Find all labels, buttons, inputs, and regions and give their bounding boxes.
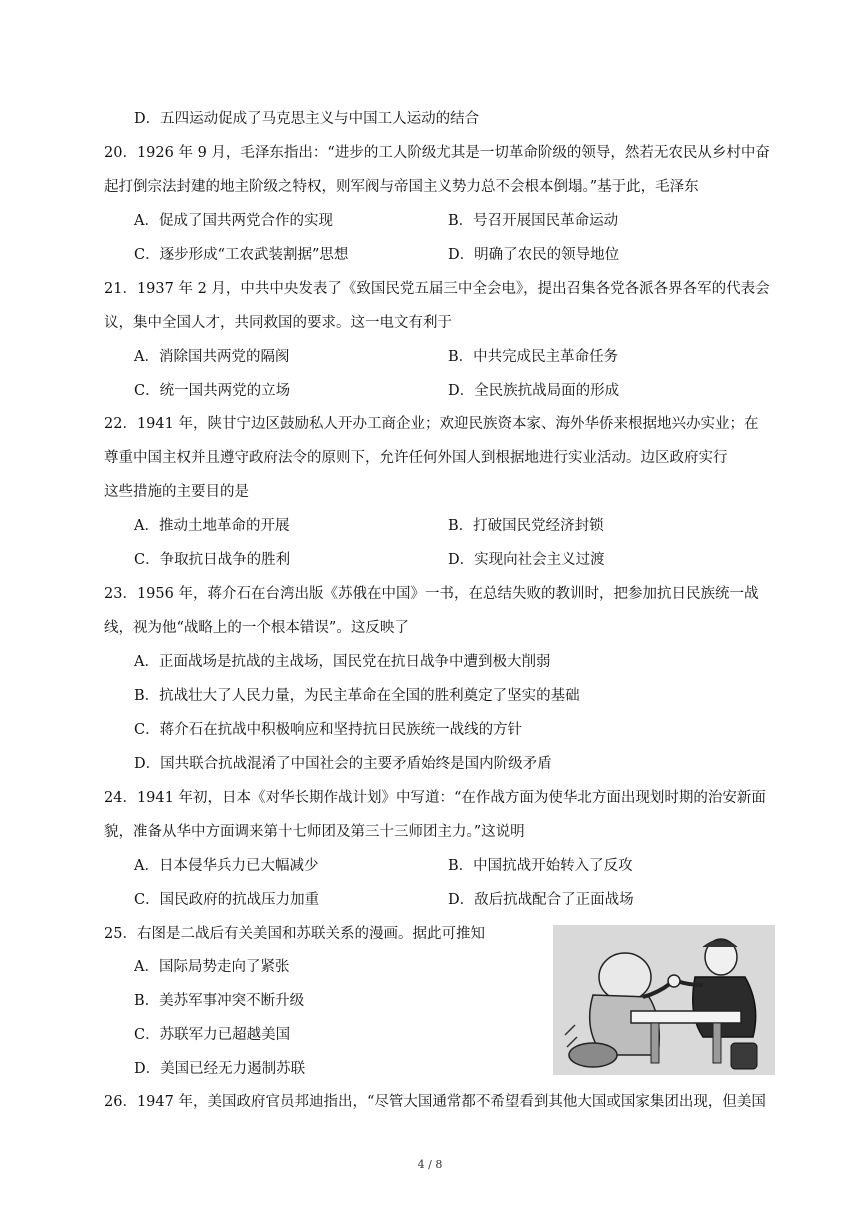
q24-option-d: D．敌后抗战配合了正面战场 [448,892,634,908]
q22-stem-line2: 尊重中国主权并且遵守政府法令的原则下，允许任何外国人到根据地进行实业活动。边区政府实行 [104,450,728,466]
q23-option-d: D．国共联合抗战混淆了中国社会的主要矛盾始终是国内阶级矛盾 [134,756,552,772]
q25-option-d: D．美国已经无力遏制苏联 [134,1061,306,1077]
q19-option-d: D．五四运动促成了马克思主义与中国工人运动的结合 [134,111,480,127]
q23-option-b: B．抗战壮大了人民力量，为民主革命在全国的胜利奠定了坚实的基础 [134,688,580,704]
q22-option-b: B．打破国民党经济封锁 [448,518,604,534]
q24-stem-line1: 24．1941 年初，日本《对华长期作战计划》中写道：“在作战方面为使华北方面出现划时期的治安新面 [104,790,766,806]
q25-stem-line1: 25．右图是二战后有关美国和苏联关系的漫画。据此可推知 [104,926,485,942]
q20-option-c: C．逐步形成“工农武装割据”思想 [134,247,349,263]
q21-option-b: B．中共完成民主革命任务 [448,349,619,365]
q24-option-c: C．国民政府的抗战压力加重 [134,892,320,908]
q22-option-d: D．实现向社会主义过渡 [448,552,605,568]
q20-option-b: B．号召开展国民革命运动 [448,213,619,229]
q22-option-c: C．争取抗日战争的胜利 [134,552,291,568]
q23-stem-line2: 线，视为他“战略上的一个根本错误”。这反映了 [104,620,409,636]
q25-option-c: C．苏联军力已超越美国 [134,1027,291,1043]
q24-option-b: B．中国抗战开始转入了反攻 [448,858,633,874]
q20-option-d: D．明确了农民的领导地位 [448,247,620,263]
q21-stem-line2: 议，集中全国人才，共同救国的要求。这一电文有利于 [104,315,452,331]
q20-option-a: A．促成了国共两党合作的实现 [134,213,333,229]
q21-option-a: A．消除国共两党的隔阂 [134,349,290,365]
q20-stem-line1: 20．1926 年 9 月，毛泽东指出：“进步的工人阶级尤其是一切革命阶级的领导，然若无农民从乡村中奋 [104,145,770,161]
q21-stem-line1: 21．1937 年 2 月，中共中央发表了《致国民党五届三中全会电》，提出召集各党各派各界各军的代表会 [104,281,770,297]
q25-option-a: A．国际局势走向了紧张 [134,959,290,975]
q23-stem-line1: 23．1956 年，蒋介石在台湾出版《苏俄在中国》一书，在总结失败的教训时，把参加抗日民族统一战 [104,586,759,602]
q23-option-a: A．正面战场是抗战的主战场，国民党在抗日战争中遭到极大削弱 [134,654,551,670]
q23-option-c: C．蒋介石在抗战中积极响应和坚持抗日民族统一战线的方针 [134,722,523,738]
q26-stem-line1: 26．1947 年，美国政府官员邦迪指出，“尽管大国通常都不希望看到其他大国或国家集团出现，但美国 [104,1094,766,1110]
q22-stem-line3: 这些措施的主要目的是 [104,484,249,500]
q21-option-c: C．统一国共两党的立场 [134,383,291,399]
q20-stem-line2: 起打倒宗法封建的地主阶级之特权，则军阀与帝国主义势力总不会根本倒塌。”基于此，毛泽东 [104,179,699,195]
page-number: 4 / 8 [417,1158,443,1171]
q21-option-d: D．全民族抗战局面的形成 [448,383,620,399]
q24-option-a: A．日本侵华兵力已大幅减少 [134,858,319,874]
q22-option-a: A．推动土地革命的开展 [134,518,290,534]
q25-option-b: B．美苏军事冲突不断升级 [134,993,305,1009]
q22-stem-line1: 22．1941 年，陕甘宁边区鼓励私人开办工商企业；欢迎民族资本家、海外华侨来根据地兴办实业；在 [104,416,759,432]
q24-stem-line2: 貌，准备从华中方面调来第十七师团及第三十三师团主力。”这说明 [104,824,525,840]
cold-war-cartoon-image [553,925,775,1075]
